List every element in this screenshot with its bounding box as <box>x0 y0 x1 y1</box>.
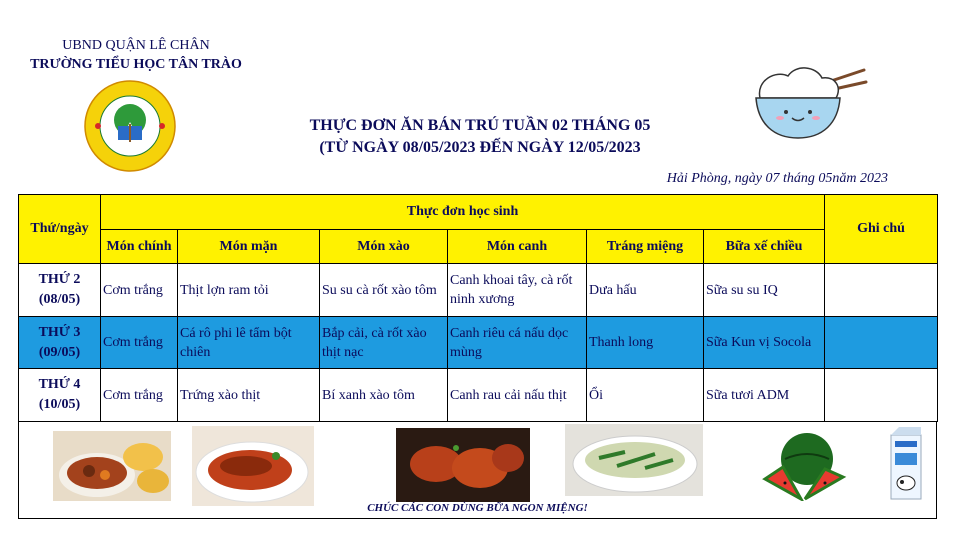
header-savory-dish: Món mặn <box>178 230 320 264</box>
table-row <box>19 264 938 317</box>
header-afternoon-snack: Bữa xế chiều <box>704 230 825 264</box>
table-cell: Thanh long <box>587 317 704 369</box>
table-row <box>19 317 938 369</box>
header-main-dish: Món chính <box>101 230 178 264</box>
table-cell: Cá rô phi lê tẩm bột chiên <box>178 317 320 369</box>
table-cell: Cơm trắng <box>101 317 178 369</box>
table-cell: Canh riêu cá nấu dọc mùng <box>448 317 587 369</box>
table-cell: Bí xanh xào tôm <box>320 369 448 422</box>
table-cell: Thịt lợn ram tỏi <box>178 264 320 317</box>
table-cell: Sữa Kun vị Socola <box>704 317 825 369</box>
table-cell: Cơm trắng <box>101 264 178 317</box>
table-cell: Sữa tươi ADM <box>704 369 825 422</box>
header-soup: Món canh <box>448 230 587 264</box>
vegetable-soup-image <box>565 424 703 496</box>
header-stir-fry: Món xào <box>320 230 448 264</box>
table-cell: Dưa hấu <box>587 264 704 317</box>
rice-bowl-icon <box>736 52 876 152</box>
watermelon-image <box>761 429 847 501</box>
header-dessert: Tráng miệng <box>587 230 704 264</box>
note-cell <box>825 264 938 317</box>
header-day: Thứ/ngày <box>19 195 101 264</box>
table-cell: Bắp cải, cà rốt xào thịt nạc <box>320 317 448 369</box>
table-cell: Cơm trắng <box>101 369 178 422</box>
row-day: THỨ 4 (10/05) <box>19 369 101 422</box>
table-cell: Ổi <box>587 369 704 422</box>
menu-date-range: (TỪ NGÀY 08/05/2023 ĐẾN NGÀY 12/05/2023 <box>319 139 641 156</box>
stew-with-bread-image <box>53 431 171 501</box>
bon-appetit-message: CHÚC CÁC CON DÙNG BỮA NGON MIỆNG! <box>367 502 588 514</box>
milk-carton-image <box>887 427 925 501</box>
school-name: TRƯỜNG TIỂU HỌC TÂN TRÀO <box>30 57 242 72</box>
table-cell: Trứng xào thịt <box>178 369 320 422</box>
row-day: THỨ 2 (08/05) <box>19 264 101 317</box>
school-district: UBND QUẬN LÊ CHÂN <box>62 38 210 53</box>
header-note: Ghi chú <box>825 195 938 264</box>
note-cell <box>825 369 938 422</box>
table-cell: Canh khoai tây, cà rốt ninh xương <box>448 264 587 317</box>
date-line: Hải Phòng, ngày 07 tháng 05năm 2023 <box>666 171 888 186</box>
note-cell <box>825 317 938 369</box>
table-row <box>19 369 938 422</box>
school-logo <box>84 80 176 172</box>
menu-table <box>18 194 938 422</box>
braised-pork-image <box>396 428 530 502</box>
table-cell: Sữa su su IQ <box>704 264 825 317</box>
fried-fish-image <box>192 426 314 506</box>
menu-title: THỰC ĐƠN ĂN BÁN TRÚ TUẦN 02 THÁNG 05 <box>309 117 651 134</box>
header-student-menu: Thực đơn học sinh <box>101 195 825 230</box>
row-day: THỨ 3 (09/05) <box>19 317 101 369</box>
table-cell: Canh rau cải nấu thịt <box>448 369 587 422</box>
table-cell: Su su cà rốt xào tôm <box>320 264 448 317</box>
